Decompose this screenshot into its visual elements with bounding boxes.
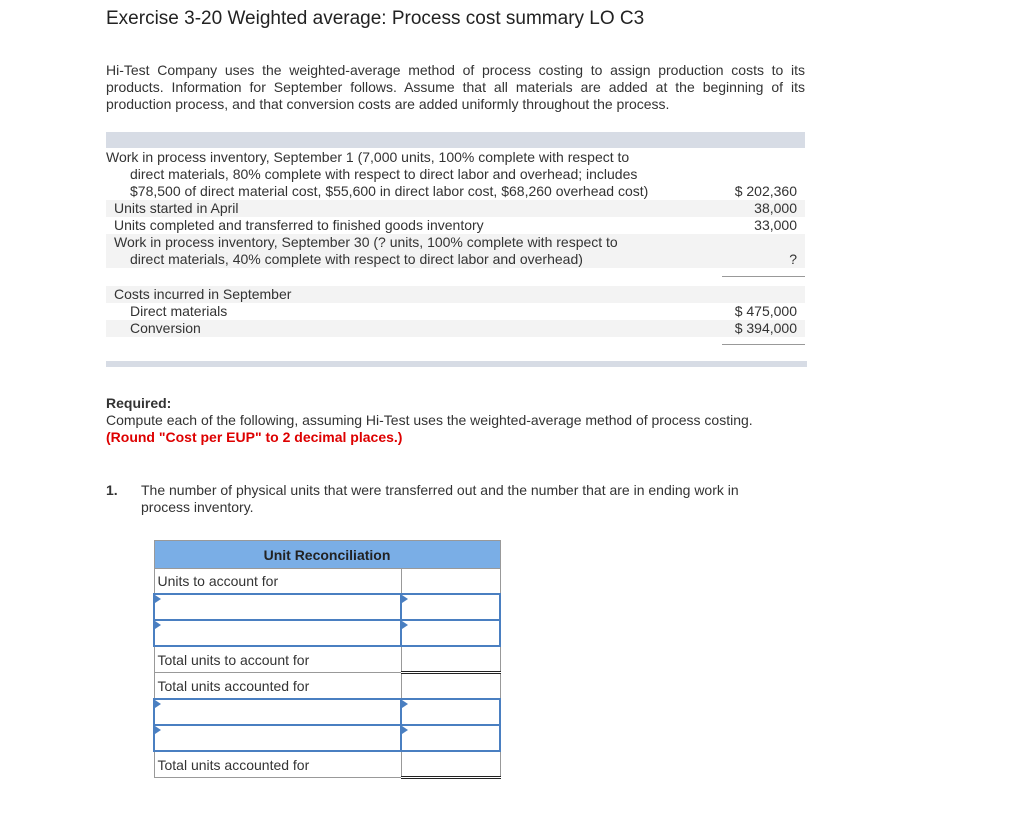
- row-label: Costs incurred in September: [114, 286, 292, 302]
- units-input[interactable]: [401, 725, 500, 751]
- row-label: Work in process inventory, September 1 (7,000 units, 100% complete with respect to: [106, 149, 630, 165]
- label-input[interactable]: [154, 620, 401, 646]
- total-to-account-label: Total units to account for: [154, 646, 401, 673]
- row-label: Units started in April: [114, 200, 239, 216]
- units-input[interactable]: [401, 699, 500, 725]
- units-completed-row: [106, 217, 805, 234]
- question-number: 1.: [106, 482, 118, 498]
- row-label: direct materials, 80% complete with respect to direct labor and overhead; includes: [130, 166, 638, 182]
- total-to-account-value: [401, 646, 500, 673]
- row-value: $ 202,360: [734, 183, 797, 199]
- row-value: ?: [789, 251, 797, 267]
- row-label: $78,500 of direct material cost, $55,600 in direct labor cost, $68,260 overhead cost): [130, 183, 649, 199]
- total-accounted-label: Total units accounted for: [154, 751, 401, 778]
- row-label: Direct materials: [130, 303, 228, 319]
- label-input[interactable]: [154, 699, 401, 725]
- conversion-row: [106, 320, 805, 337]
- row-value: 38,000: [754, 200, 797, 216]
- intro-paragraph: Hi-Test Company uses the weighted-average method of process costing to assign production costs to its products. Information for September follows. Assume that all materials are added at the beginning of its production process, and that conversion costs are added uniformly throughout the process.: [106, 62, 805, 112]
- total-accounted-value: [401, 751, 500, 778]
- wip-end-row: [106, 234, 805, 268]
- label-input[interactable]: [154, 594, 401, 620]
- row-value: $ 475,000: [734, 303, 797, 319]
- required-section: [106, 395, 753, 446]
- wip-begin-row: [106, 149, 805, 200]
- section-divider: [106, 361, 807, 367]
- empty-cell: [401, 673, 500, 700]
- row-label: Conversion: [130, 320, 201, 336]
- direct-materials-row: [106, 303, 805, 320]
- units-input[interactable]: [401, 594, 500, 620]
- total-accounted-label: Total units accounted for: [154, 673, 401, 700]
- row-label: direct materials, 40% complete with respect to direct labor and overhead): [130, 251, 583, 267]
- required-label: Required:: [106, 395, 172, 411]
- question-text: The number of physical units that were transferred out and the number that are in ending work in process inventory.: [141, 482, 739, 515]
- total-rule: [722, 344, 805, 345]
- table-header: Unit Reconciliation: [154, 541, 500, 569]
- row-value: $ 394,000: [734, 320, 797, 336]
- total-rule: [722, 276, 805, 277]
- unit-reconciliation-table: [153, 540, 501, 779]
- units-to-account-label: Units to account for: [154, 569, 401, 595]
- rounding-note: (Round "Cost per EUP" to 2 decimal places.): [106, 429, 403, 445]
- units-started-row: [106, 200, 805, 217]
- costs-incurred-row: [106, 286, 805, 303]
- row-label: Units completed and transferred to finished goods inventory: [114, 217, 484, 233]
- section-divider: [106, 132, 805, 148]
- page-title: Exercise 3-20 Weighted average: Process cost summary LO C3: [106, 8, 645, 29]
- units-input[interactable]: [401, 620, 500, 646]
- label-input[interactable]: [154, 725, 401, 751]
- row-label: Work in process inventory, September 30 (? units, 100% complete with respect to: [114, 234, 618, 250]
- empty-cell: [401, 569, 500, 595]
- required-text: Compute each of the following, assuming Hi-Test uses the weighted-average method of process costing.: [106, 412, 753, 428]
- row-value: 33,000: [754, 217, 797, 233]
